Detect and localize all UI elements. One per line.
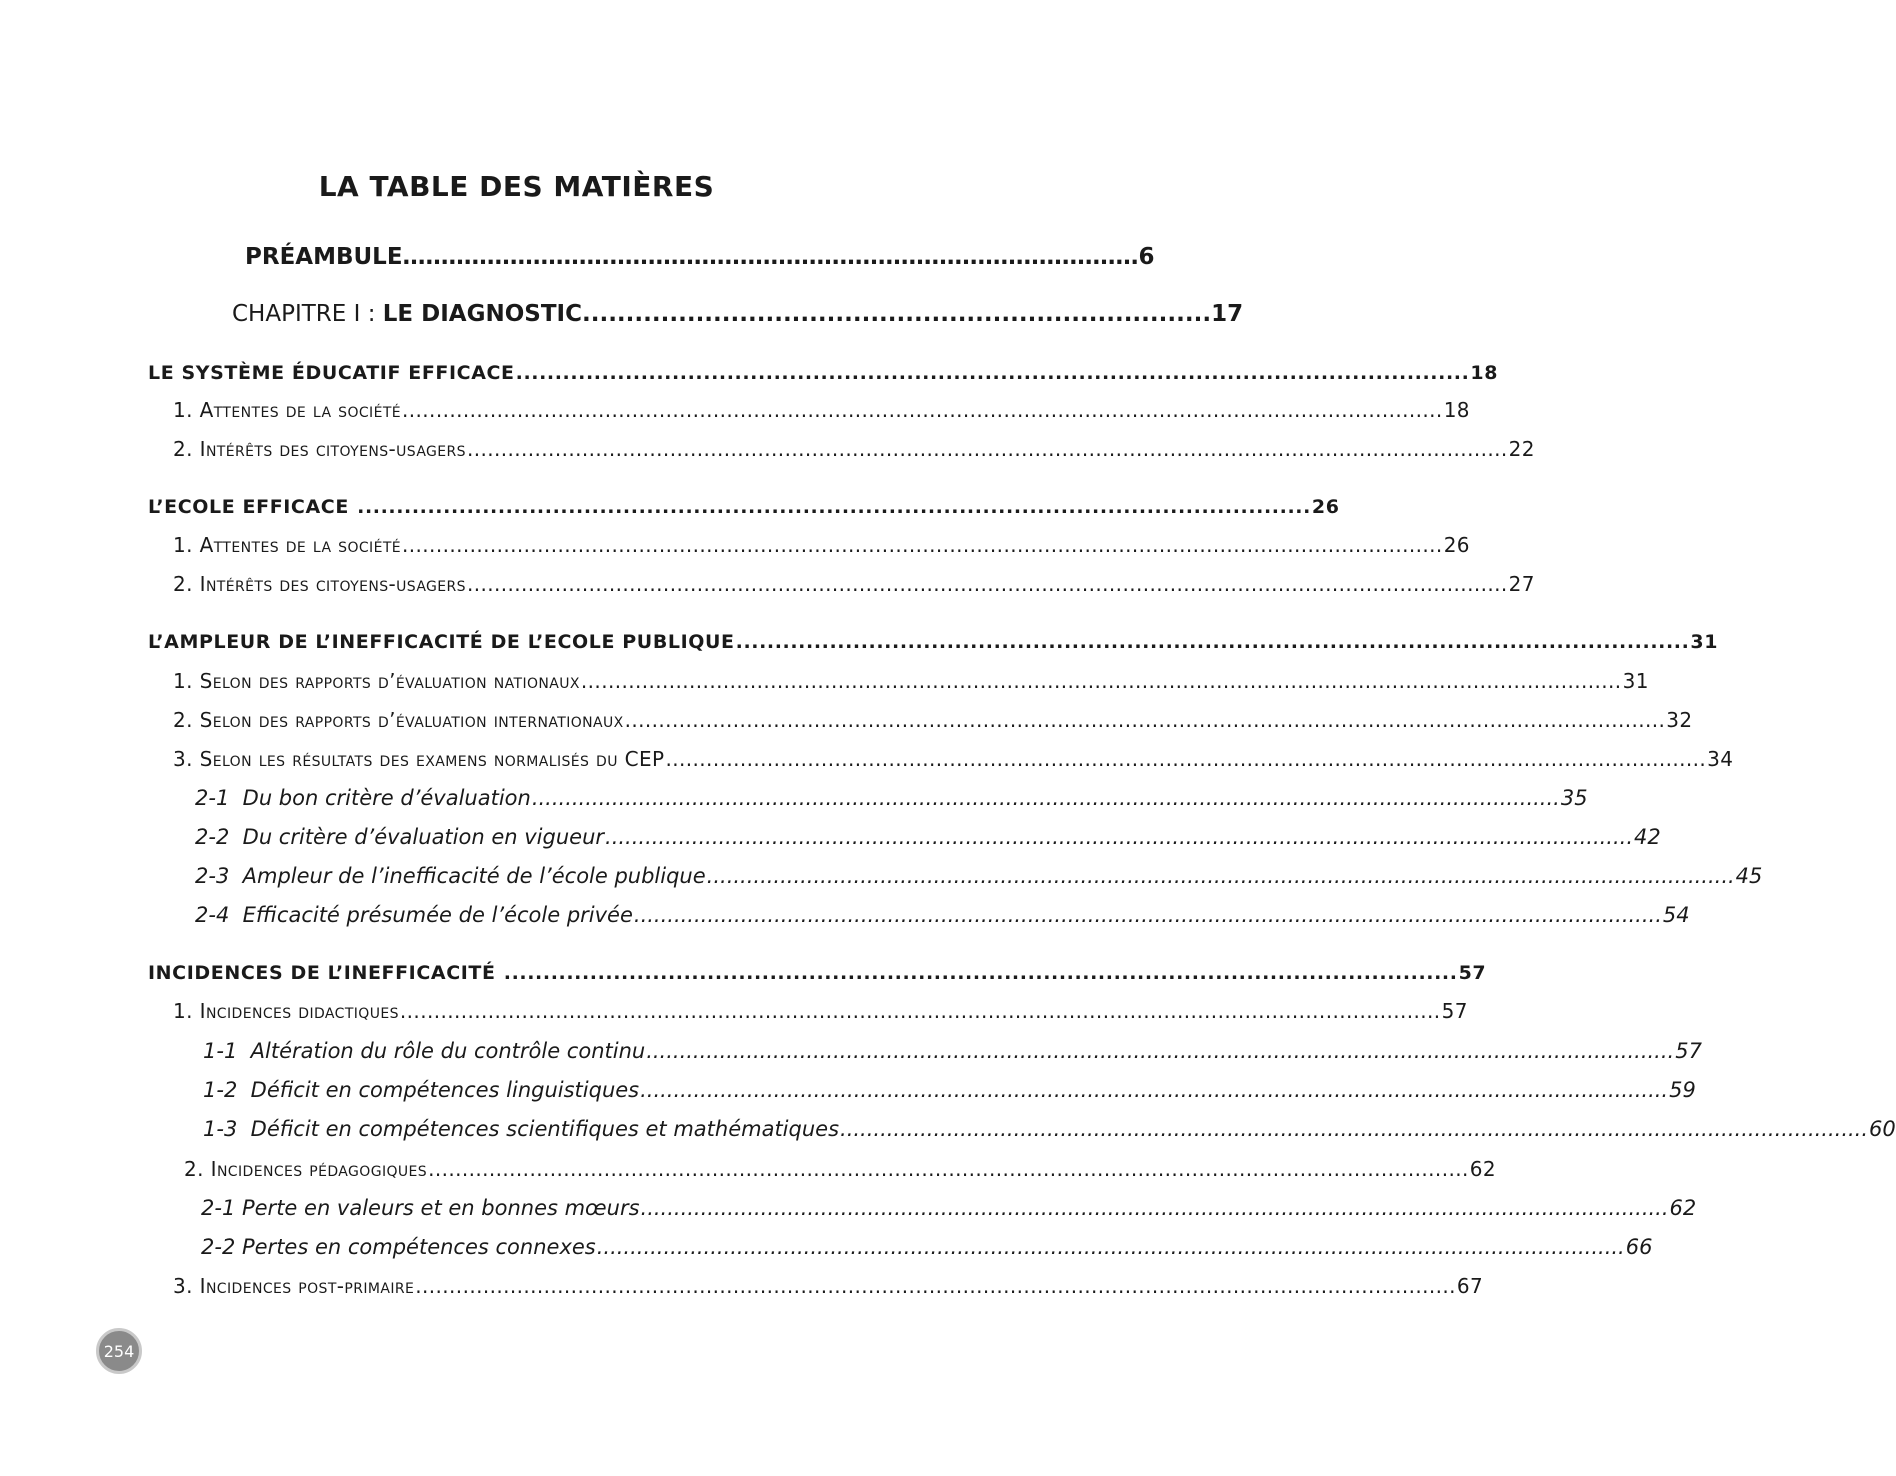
toc-subitem-label: 1-2 Déficit en compétences linguistiques	[203, 1078, 640, 1102]
toc-subitem[interactable]	[195, 864, 1763, 888]
toc-subitem-label: 1-3 Déficit en compétences scientifiques et mathématiques	[203, 1117, 840, 1141]
toc-subitem[interactable]	[203, 1078, 1696, 1102]
toc-subitem-label: 1-1 Altération du rôle du contrôle continu	[203, 1039, 646, 1063]
toc-section-label: LE SYSTÈME ÉDUCATIF EFFICACE	[148, 362, 515, 384]
toc-section-2[interactable]	[148, 496, 1340, 518]
toc-entry-page: 6	[1138, 244, 1155, 270]
toc-item-page: 62	[1469, 1157, 1496, 1181]
leader-dots: ..........................................................................................................................................................	[531, 786, 1560, 810]
leader-dots: ..........................................................................................................................................................	[466, 437, 1508, 461]
leader-dots: ..........................................................................................................................................................	[580, 669, 1622, 693]
toc-section-label: INCIDENCES DE L’INEFFICACITÉ	[148, 962, 503, 984]
toc-subitem[interactable]	[201, 1235, 1653, 1259]
toc-item-page: 22	[1508, 437, 1535, 461]
leader-dots: ..........................................................................................................................	[503, 962, 1458, 984]
leader-dots: ..........................................................................................................................................................	[415, 1274, 1456, 1298]
chapter-prefix: CHAPITRE I :	[232, 301, 383, 327]
toc-item-page: 32	[1666, 708, 1693, 732]
toc-item-label: 2. Intérêts des citoyens-usagers	[173, 572, 466, 596]
toc-item-label: 1. Selon des rapports d’évaluation nationaux	[173, 669, 580, 693]
toc-item-page: 31	[1622, 669, 1649, 693]
toc-section-page: 57	[1458, 962, 1487, 984]
toc-section-label: L’ECOLE EFFICACE	[148, 496, 357, 518]
toc-item[interactable]	[173, 572, 1535, 596]
leader-dots: ..........................................................................................................................................................	[402, 398, 1443, 422]
toc-item-page: 26	[1443, 533, 1470, 557]
toc-subitem-label: 2-2 Pertes en compétences connexes	[201, 1235, 596, 1259]
leader-dots: ..........................................................................................................................................................	[402, 533, 1443, 557]
toc-subitem-label: 2-2 Du critère d’évaluation en vigueur	[195, 825, 605, 849]
toc-section-3[interactable]	[148, 631, 1719, 653]
toc-subitem-page: 57	[1675, 1039, 1702, 1063]
toc-section-label: L’AMPLEUR DE L’INEFFICACITÉ DE L’ECOLE PUBLIQUE	[148, 631, 735, 653]
chapter-title: LE DIAGNOSTIC	[382, 301, 582, 327]
leader-dots: ..........................................................................................................................................................	[399, 999, 1441, 1023]
toc-subitem-page: 60	[1869, 1117, 1896, 1141]
leader-dots: ........................................................................	[581, 301, 1212, 327]
toc-item-label: 2. Intérêts des citoyens-usagers	[173, 437, 466, 461]
toc-entry-preamble[interactable]	[245, 244, 1155, 270]
toc-subitem-page: 66	[1625, 1235, 1653, 1259]
toc-subitem[interactable]	[195, 903, 1690, 927]
leader-dots: ..........................................................................................................................................................	[596, 1235, 1625, 1259]
toc-item-label: 2. Selon des rapports d’évaluation internationaux	[173, 708, 624, 732]
leader-dots: ……………………………………………………………………………………	[402, 244, 1139, 270]
leader-dots: ..........................................................................................................................................................	[646, 1039, 1675, 1063]
toc-section-4[interactable]	[148, 962, 1487, 984]
toc-item[interactable]	[173, 999, 1468, 1023]
toc-subitem-page: 35	[1560, 786, 1588, 810]
toc-section-page: 31	[1690, 631, 1719, 653]
leader-dots: ..........................................................................................................................	[735, 631, 1690, 653]
toc-item[interactable]	[184, 1157, 1496, 1181]
toc-subitem[interactable]	[203, 1117, 1896, 1141]
leader-dots: ..........................................................................................................................................................	[640, 1078, 1669, 1102]
toc-item[interactable]	[173, 747, 1734, 771]
toc-item-label: 1. Attentes de la société	[173, 398, 402, 422]
leader-dots: ..........................................................................................................................................................	[428, 1157, 1469, 1181]
toc-item[interactable]	[173, 1274, 1484, 1298]
toc-subitem[interactable]	[195, 786, 1588, 810]
toc-item-label: 3. Incidences post-primaire	[173, 1274, 415, 1298]
leader-dots: ..........................................................................................................................................................	[640, 1196, 1669, 1220]
toc-subitem[interactable]	[195, 825, 1661, 849]
toc-item-page: 34	[1707, 747, 1734, 771]
toc-section-1[interactable]	[148, 362, 1499, 384]
toc-section-page: 26	[1311, 496, 1340, 518]
page-title: LA TABLE DES MATIÈRES	[318, 170, 715, 203]
leader-dots: ..........................................................................................................................................................	[466, 572, 1508, 596]
toc-subitem-label: 2-1 Du bon critère d’évaluation	[195, 786, 531, 810]
toc-subitem[interactable]	[201, 1196, 1697, 1220]
leader-dots: ..........................................................................................................................................................	[840, 1117, 1869, 1141]
leader-dots: ..........................................................................................................................................................	[605, 825, 1634, 849]
toc-subitem-page: 59	[1669, 1078, 1696, 1102]
toc-section-page: 18	[1470, 362, 1499, 384]
toc-subitem-label: 2-1 Perte en valeurs et en bonnes mœurs	[201, 1196, 640, 1220]
toc-subitem-label: 2-4 Efficacité présumée de l’école privée	[195, 903, 633, 927]
toc-entry-page: 17	[1211, 301, 1244, 327]
toc-entry-chapter[interactable]	[232, 301, 1244, 327]
page-number: 254	[103, 1341, 135, 1361]
toc-subitem[interactable]	[203, 1039, 1702, 1063]
toc-item[interactable]	[173, 398, 1470, 422]
toc-item-page: 18	[1443, 398, 1470, 422]
leader-dots: ..........................................................................................................................................................	[624, 708, 1666, 732]
toc-subitem-page: 45	[1735, 864, 1763, 888]
toc-item-label: 1. Attentes de la société	[173, 533, 402, 557]
toc-subitem-page: 62	[1669, 1196, 1697, 1220]
leader-dots: ..........................................................................................................................................................	[633, 903, 1662, 927]
toc-item[interactable]	[173, 708, 1693, 732]
toc-subitem-label: 2-3 Ampleur de l’inefficacité de l’école publique	[195, 864, 706, 888]
toc-item-page: 27	[1508, 572, 1535, 596]
toc-subitem-page: 54	[1662, 903, 1690, 927]
toc-entry-label: PRÉAMBULE	[245, 244, 403, 270]
toc-item-label: 1. Incidences didactiques	[173, 999, 399, 1023]
leader-dots: ..........................................................................................................................	[357, 496, 1311, 518]
toc-item[interactable]	[173, 437, 1535, 461]
leader-dots: ..........................................................................................................................................................	[665, 747, 1707, 771]
toc-item[interactable]	[173, 669, 1649, 693]
toc-subitem-page: 42	[1634, 825, 1661, 849]
toc-item[interactable]	[173, 533, 1470, 557]
toc-item-label: 3. Selon les résultats des examens normalisés du CEP	[173, 747, 665, 771]
toc-item-page: 67	[1456, 1274, 1484, 1298]
toc-item-page: 57	[1441, 999, 1468, 1023]
leader-dots: ..........................................................................................................................	[515, 362, 1470, 384]
leader-dots: ..........................................................................................................................................................	[706, 864, 1735, 888]
page-number-badge	[96, 1328, 142, 1374]
toc-item-label: 2. Incidences pédagogiques	[184, 1157, 428, 1181]
